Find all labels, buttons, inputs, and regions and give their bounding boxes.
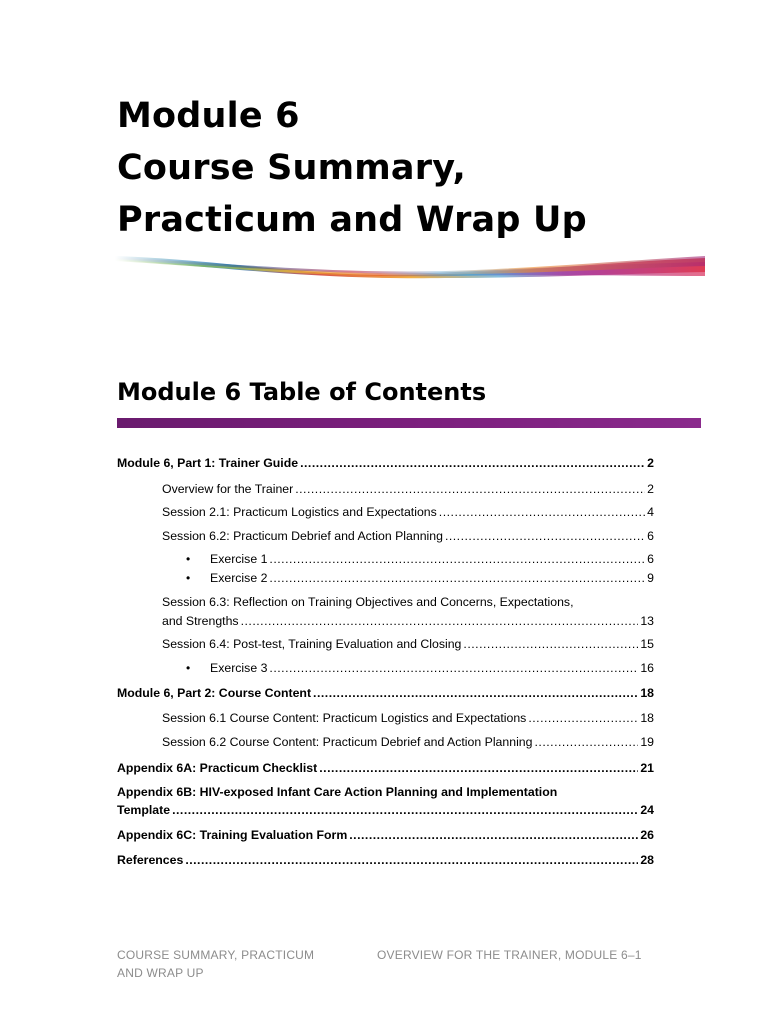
toc-entry-session-2-1[interactable] xyxy=(162,504,654,520)
toc-entry-page: 18 xyxy=(640,686,654,700)
dot-leader xyxy=(295,481,645,497)
toc-entry-page: 6 xyxy=(647,529,654,543)
bullet-icon: • xyxy=(186,571,191,585)
toc-entry-page: 26 xyxy=(640,828,654,842)
toc-entry-label: Exercise 2 xyxy=(210,571,268,585)
toc-entry-page: 18 xyxy=(640,711,654,725)
toc-entry-page: 16 xyxy=(640,661,654,675)
dot-leader xyxy=(463,636,638,652)
bullet-icon: • xyxy=(186,552,191,566)
toc-entry-page: 6 xyxy=(647,552,654,566)
toc-entry-part1[interactable] xyxy=(117,455,654,471)
toc-entry-label: Exercise 1 xyxy=(210,552,268,566)
toc-entry-page: 19 xyxy=(640,735,654,749)
toc-entry-appendix-6c[interactable] xyxy=(117,827,654,843)
toc-entry-content-6-2[interactable] xyxy=(162,734,654,750)
toc-entry-page: 9 xyxy=(647,571,654,585)
dot-leader xyxy=(269,570,645,586)
toc-entry-page: 24 xyxy=(640,803,654,817)
toc-entry-label: Template xyxy=(117,803,171,817)
toc-entry-page: 4 xyxy=(647,505,654,519)
dot-leader xyxy=(534,734,638,750)
toc-entry-appendix-6a[interactable] xyxy=(117,760,654,776)
toc-entry-appendix-6b[interactable] xyxy=(117,802,654,818)
dot-leader xyxy=(172,802,638,818)
toc-entry-appendix-6b-line1[interactable]: Appendix 6B: HIV-exposed Infant Care Action Planning and Implementation xyxy=(117,785,558,799)
toc-entry-label: Session 6.2 Course Content: Practicum Debrief and Action Planning xyxy=(162,735,533,749)
footer-left-line-2: AND WRAP UP xyxy=(117,966,204,980)
dot-leader xyxy=(269,551,645,567)
toc-entry-content-6-1[interactable] xyxy=(162,710,654,726)
dot-leader xyxy=(439,504,645,520)
toc-entry-exercise-3[interactable] xyxy=(210,660,654,676)
toc-divider-bar xyxy=(117,418,701,428)
toc-entry-label: Appendix 6A: Practicum Checklist xyxy=(117,761,318,775)
dot-leader xyxy=(300,455,645,471)
toc-entry-label: References xyxy=(117,853,184,867)
footer-right: OVERVIEW FOR THE TRAINER, MODULE 6–1 xyxy=(377,948,642,962)
toc-entry-page: 15 xyxy=(640,637,654,651)
toc-entry-part2[interactable] xyxy=(117,685,654,701)
toc-entry-session-6-3[interactable] xyxy=(162,613,654,629)
module-title xyxy=(117,90,717,246)
toc-entry-label: and Strengths xyxy=(162,614,239,628)
toc-heading: Module 6 Table of Contents xyxy=(117,378,487,406)
rainbow-wave-graphic xyxy=(115,252,705,282)
toc-entry-session-6-4[interactable] xyxy=(162,636,654,652)
title-line-2: Course Summary, xyxy=(117,148,467,188)
toc-entry-label: Appendix 6C: Training Evaluation Form xyxy=(117,828,348,842)
title-line-3: Practicum and Wrap Up xyxy=(117,200,587,240)
toc-entry-page: 2 xyxy=(647,456,654,470)
toc-entry-label: Exercise 3 xyxy=(210,661,268,675)
toc-entry-page: 13 xyxy=(640,614,654,628)
toc-entry-overview[interactable] xyxy=(162,481,654,497)
dot-leader xyxy=(185,852,638,868)
footer-left-line-1: COURSE SUMMARY, PRACTICUM xyxy=(117,948,315,962)
dot-leader xyxy=(241,613,639,629)
dot-leader xyxy=(349,827,638,843)
dot-leader xyxy=(445,528,645,544)
footer-left xyxy=(117,946,314,982)
bullet-icon: • xyxy=(186,661,191,675)
toc-entry-label: Module 6, Part 1: Trainer Guide xyxy=(117,456,299,470)
toc-entry-label: Session 6.4: Post-test, Training Evaluation and Closing xyxy=(162,637,462,651)
toc-entry-page: 28 xyxy=(640,853,654,867)
title-line-1: Module 6 xyxy=(117,96,300,136)
toc-entry-label: Overview for the Trainer xyxy=(162,482,294,496)
toc-entry-session-6-3-line1[interactable]: Session 6.3: Reflection on Training Objectives and Concerns, Expectations, xyxy=(162,595,574,609)
toc-entry-page: 21 xyxy=(640,761,654,775)
toc-entry-session-6-2[interactable] xyxy=(162,528,654,544)
toc-entry-exercise-2[interactable] xyxy=(210,570,654,586)
dot-leader xyxy=(319,760,638,776)
dot-leader xyxy=(313,685,638,701)
toc-entry-label: Session 6.2: Practicum Debrief and Action Planning xyxy=(162,529,443,543)
toc-entry-references[interactable] xyxy=(117,852,654,868)
toc-entry-label: Session 2.1: Practicum Logistics and Expectations xyxy=(162,505,437,519)
toc-entry-label: Session 6.1 Course Content: Practicum Logistics and Expectations xyxy=(162,711,527,725)
toc-entry-exercise-1[interactable] xyxy=(210,551,654,567)
dot-leader xyxy=(269,660,638,676)
dot-leader xyxy=(528,710,638,726)
toc-entry-label: Module 6, Part 2: Course Content xyxy=(117,686,312,700)
toc-entry-page: 2 xyxy=(647,482,654,496)
